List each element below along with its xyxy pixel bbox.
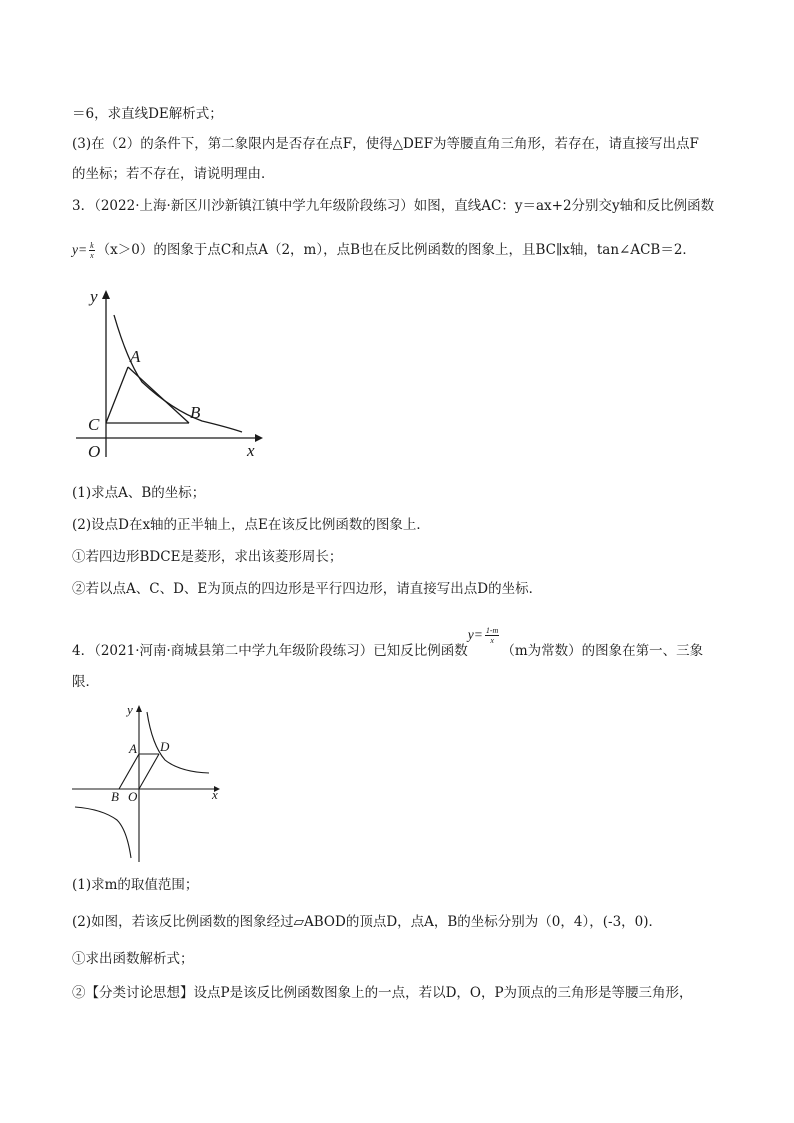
point-B-label: B — [190, 403, 201, 422]
y-axis-label: y — [90, 287, 98, 306]
text-line-2: (3)在（2）的条件下，第二象限内是否存在点F，使得△DEF为等腰直角三角形，若存在，请直接写出点F — [72, 136, 699, 152]
x-axis-label: x — [247, 441, 255, 460]
fraction-k-over-x — [89, 241, 95, 260]
figure-1-graph — [72, 285, 272, 465]
y-axis-label: y — [127, 702, 133, 717]
function-prefix-4: y= — [467, 627, 483, 642]
origin-label: O — [128, 789, 138, 804]
figure-2-graph — [72, 700, 232, 865]
y-axis-arrow — [102, 290, 110, 299]
function-description: （x＞0）的图象于点C和点A（2，m），点B也在反比例函数的图象上，且BC∥x轴，tan∠ACB＝2． — [96, 242, 696, 258]
fraction-denominator: x — [90, 251, 94, 260]
fraction-denominator-4: x — [490, 636, 494, 645]
x-axis-label: x — [212, 787, 218, 802]
line-AB — [128, 367, 189, 423]
point-C-label: C — [88, 415, 100, 434]
question-3-part-2: (2)设点D在x轴的正半轴上，点E在该反比例函数的图象上． — [72, 517, 430, 533]
question-4-condition: （m为常数）的图象在第一、三象 — [501, 643, 704, 659]
text-line-1: ＝6，求直线DE解析式； — [72, 106, 223, 122]
line-CA — [106, 367, 128, 423]
point-B-label: B — [111, 789, 119, 804]
question-3-part-2-ii: ②若以点A、C、D、E为顶点的四边形是平行四边形，请直接写出点D的坐标． — [72, 581, 543, 597]
point-A-label: A — [130, 347, 141, 366]
curve-third-quadrant — [75, 807, 131, 858]
fraction-numerator-4: 1-m — [485, 626, 499, 635]
segment-AB — [119, 754, 139, 789]
question-3-part-1: (1)求点A、B的坐标； — [72, 485, 206, 501]
question-4-header — [72, 626, 704, 661]
question-4-part-2-i: ①求出函数解析式； — [72, 951, 194, 967]
question-4-intro: 4．（2021·河南·商城县第二中学九年级阶段练习）已知反比例函数 — [72, 643, 468, 659]
question-4-part-2-ii: ②【分类讨论思想】设点P是该反比例函数图象上的一点，若以D，O，P为顶点的三角形是等腰三角形， — [72, 985, 693, 1001]
function-prefix: y= — [72, 242, 88, 257]
question-3-header: 3．（2022·上海·新区川沙新镇江镇中学九年级阶段练习）如图，直线AC：y＝ax+2分别交y轴和反比例函数 — [72, 198, 715, 214]
question-4-line-2: 限． — [72, 674, 99, 690]
question-4-part-1: (1)求m的取值范围； — [72, 877, 199, 893]
origin-label: O — [88, 442, 101, 461]
segment-DO — [139, 754, 159, 789]
curve-first-quadrant — [147, 712, 209, 773]
point-D-label: D — [160, 739, 170, 754]
question-3-function-line — [72, 240, 696, 260]
question-3-part-2-i: ①若四边形BDCE是菱形，求出该菱形周长； — [72, 549, 343, 565]
text-line-3: 的坐标；若不存在，请说明理由． — [72, 166, 275, 182]
fraction-numerator: k — [90, 241, 94, 250]
question-4-function — [468, 627, 502, 643]
inverse-function-curve — [114, 315, 242, 432]
y-axis-arrow — [136, 705, 142, 712]
x-axis-arrow — [255, 434, 263, 442]
point-A-label: A — [129, 741, 137, 756]
fraction-1-m-over-x — [485, 626, 499, 645]
question-4-part-2: (2)如图，若该反比例函数的图象经过▱ABOD的顶点D，点A，B的坐标分别为（0，4），(-3，0)． — [72, 914, 663, 930]
